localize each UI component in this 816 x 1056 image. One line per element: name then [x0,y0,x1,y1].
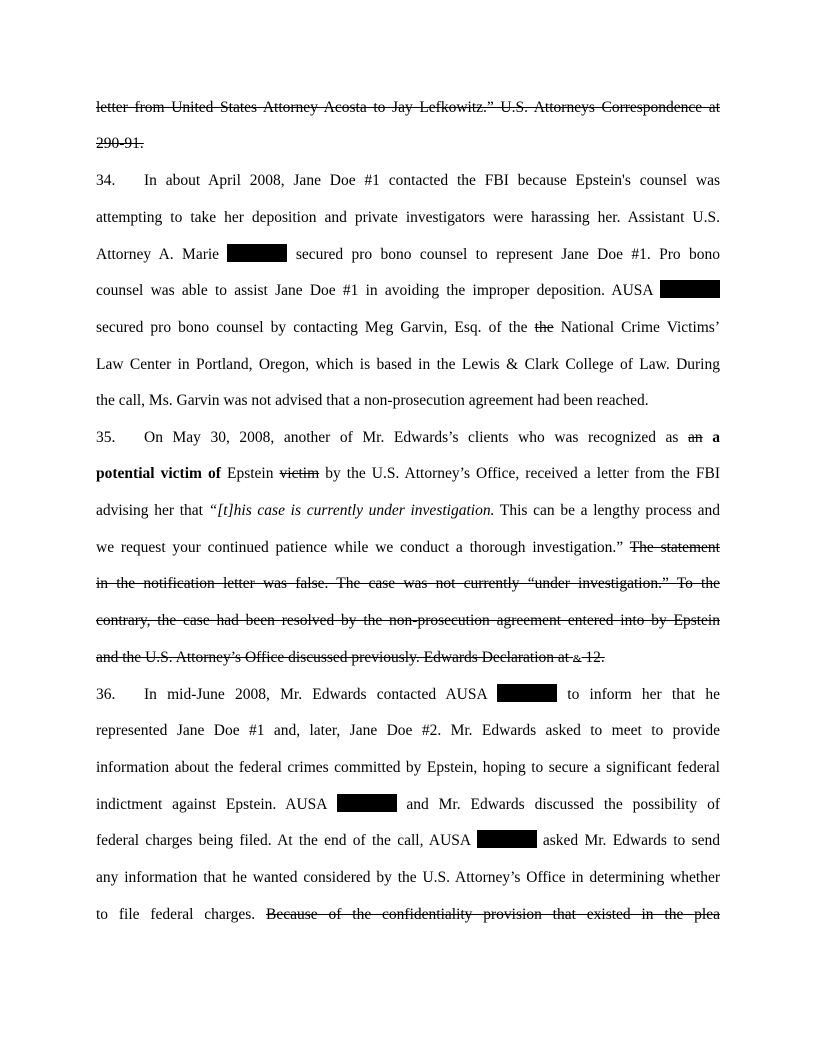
text-line: attempting to take her deposition and private investigators were harassing her. Assistant U.S. [96,209,720,226]
inserted-text: potential victim of [96,465,221,482]
paragraph-34-first-line: 34. In about April 2008, Jane Doe #1 contacted the FBI because Epstein's counsel was [96,170,720,192]
deleted-text: an [688,429,703,446]
paragraph-36-first-line: 36. In mid-June 2008, Mr. Edwards contacted AUSA to inform her that he [96,684,720,706]
text-line: federal charges being filed. At the end of the call, AUSA asked Mr. Edwards to send [96,832,720,849]
text-line: potential victim of Epstein victim by the U.S. Attorney’s Office, received a letter from the FBI [96,465,720,482]
text-line: any information that he wanted considered by the U.S. Attorney’s Office in determining whether [96,869,720,886]
text-line: the call, Ms. Garvin was not advised that a non-prosecution agreement had been reached. [96,392,649,409]
inserted-text: a [712,429,721,446]
text-line: Law Center in Portland, Oregon, which is based in the Lewis & Clark College of Law. During [96,356,720,373]
paragraph-35-first-line: 35. On May 30, 2008, another of Mr. Edwards’s clients who was recognized as an a [96,427,720,449]
deleted-text: victim [279,465,320,482]
text-line: indictment against Epstein. AUSA and Mr. Edwards discussed the possibility of [96,796,721,813]
paragraph-number: 34. [96,172,116,189]
redaction-box [477,830,537,848]
text-line: 290-91. [96,135,144,152]
deleted-text: The statement [629,539,720,556]
deleted-line: and the U.S. Attorney’s Office discussed previously. Edwards Declaration at & 12. [96,649,605,666]
text-line: advising her that “[t]his case is currently under investigation. This can be a lengthy process and [96,502,720,519]
redaction-box [497,684,557,702]
redaction-box [337,794,397,812]
paragraph-number: 35. [96,429,116,446]
text-line: to file federal charges. Because of the confidentiality provision that existed in the plea [96,906,720,923]
redaction-box [227,244,287,262]
paragraph-number: 36. [96,686,116,703]
text-line: we request your continued patience while we conduct a thorough investigation.” The statement [96,539,720,556]
section-symbol: & [572,653,582,665]
text-line: represented Jane Doe #1 and, later, Jane Doe #2. Mr. Edwards asked to meet to provide [96,722,720,739]
deleted-line: in the notification letter was false. The case was not currently “under investigation.” To the [96,575,720,592]
text-line: letter from United States Attorney Acosta to Jay Lefkowitz.” U.S. Attorneys Correspondence at [96,99,720,116]
text-line: secured pro bono counsel by contacting Meg Garvin, Esq. of the the National Crime Victims’ [96,319,721,336]
deleted-line: contrary, the case had been resolved by the non-prosecution agreement entered into by Epstein [96,612,720,629]
text-line: information about the federal crimes committed by Epstein, hoping to secure a significant federal [96,759,720,776]
quoted-text: “[t]his case is currently under investigation. [208,502,495,519]
deleted-text: Because of the confidentiality provision that existed in the plea [266,906,720,923]
text-line: Attorney A. Marie secured pro bono counsel to represent Jane Doe #1. Pro bono [96,246,720,263]
redaction-box [660,280,720,298]
deleted-text: the [534,319,554,336]
text-line: counsel was able to assist Jane Doe #1 in avoiding the improper deposition. AUSA [96,280,720,302]
